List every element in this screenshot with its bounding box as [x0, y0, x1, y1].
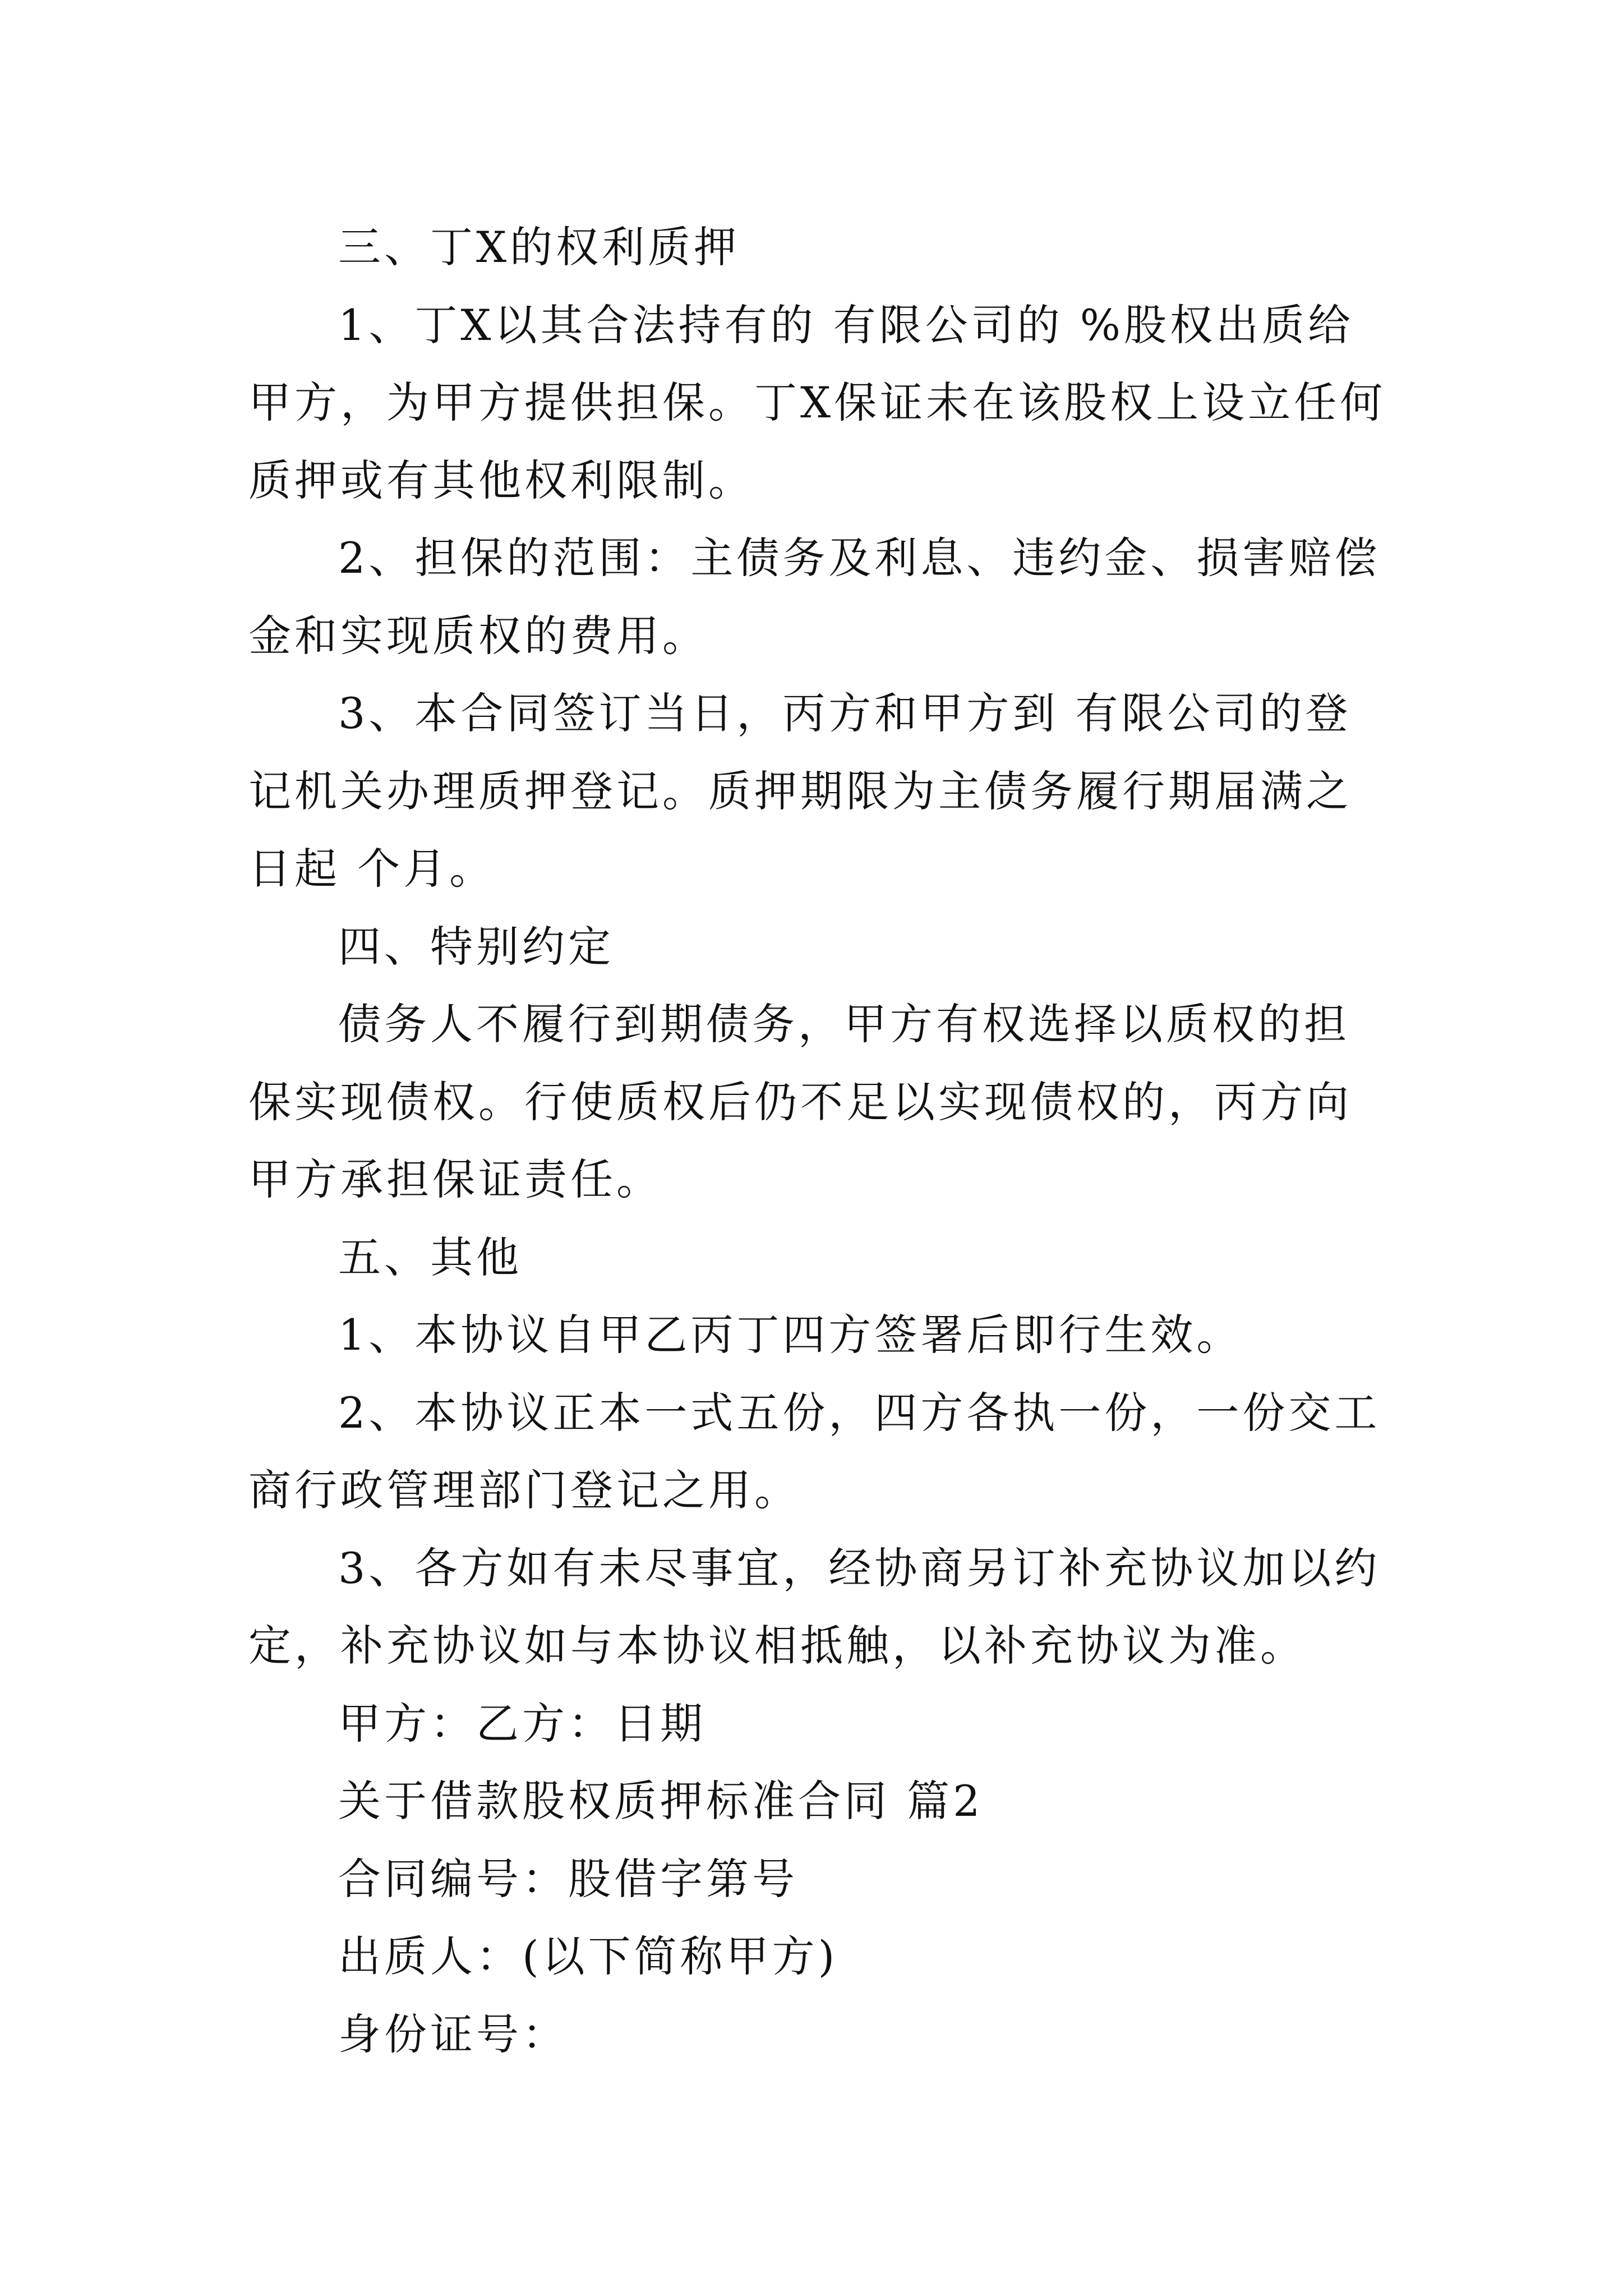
section-heading-pledge: 三、丁X的权利质押	[338, 222, 740, 272]
section-heading-special: 四、特别约定	[338, 921, 614, 972]
section-heading-other: 五、其他	[338, 1232, 522, 1282]
pledgor-line: 出质人：(以下简称甲方)	[338, 1931, 838, 1981]
paragraph-registration: 3、本合同签订当日，丙方和甲方到 有限公司的登记机关办理质押登记。质押期限为主债务履行期届满之日起 个月。	[248, 688, 1352, 894]
contract-number: 合同编号：股借字第号	[338, 1853, 798, 1904]
signature-line: 甲方：乙方：日期	[338, 1698, 706, 1749]
paragraph-supplementary: 3、各方如有未尽事宜，经协商另订补充协议加以约定，补充协议如与本协议相抵触，以补充协议为准。	[248, 1543, 1381, 1671]
paragraph-effective: 1、本协议自甲乙丙丁四方签署后即行生效。	[338, 1310, 1243, 1360]
paragraph-special-agreement: 债务人不履行到期债务，甲方有权选择以质权的担保实现债权。行使质权后仍不足以实现债权的，丙方向甲方承担保证责任。	[248, 999, 1352, 1204]
paragraph-guarantee-scope: 2、担保的范围：主债务及利息、违约金、损害赔偿金和实现质权的费用。	[248, 533, 1381, 661]
document-body	[248, 209, 1387, 2073]
paragraph-copies: 2、本协议正本一式五份，四方各执一份，一份交工商行政管理部门登记之用。	[248, 1387, 1381, 1515]
contract-title: 关于借款股权质押标准合同 篇2	[338, 1776, 984, 1826]
id-number-line: 身份证号：	[338, 2009, 568, 2059]
paragraph-pledge-equity: 1、丁X以其合法持有的 有限公司的 %股权出质给甲方，为甲方提供担保。丁X保证未在该股权上设立任何质押或有其他权利限制。	[248, 300, 1386, 505]
